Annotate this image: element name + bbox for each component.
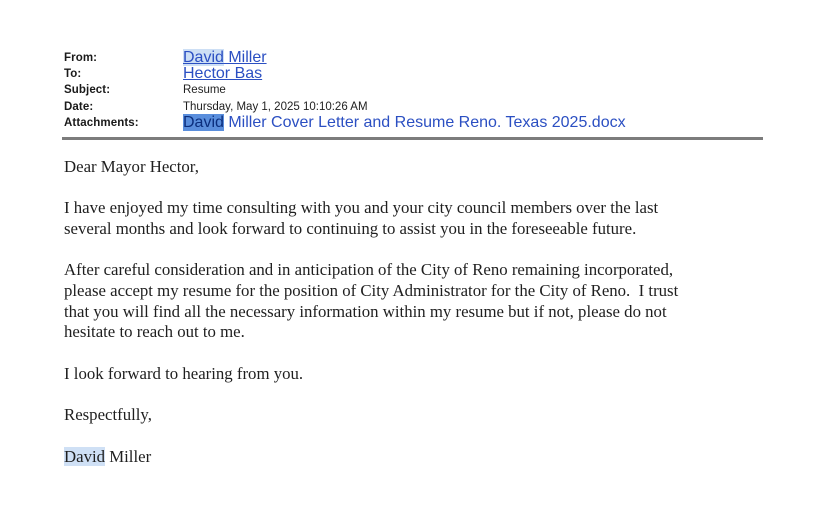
- email-document: [64, 50, 774, 467]
- signature-rest: Miller: [105, 446, 152, 466]
- message-body: [64, 157, 774, 467]
- body-line: hesitate to reach out to me.: [64, 322, 245, 342]
- header-row-from: [64, 50, 774, 66]
- signoff: Respectfully,: [64, 405, 152, 425]
- date-label: Date:: [64, 100, 94, 113]
- body-line: After careful consideration and in anticipation of the City of Reno remaining incorporated,: [64, 260, 674, 280]
- subject-value: Resume: [183, 84, 226, 97]
- to-recipient-link[interactable]: Hector Bas: [183, 65, 263, 83]
- to-label: To:: [64, 68, 82, 81]
- subject-label: Subject:: [64, 84, 111, 97]
- body-line: please accept my resume for the position of City Administrator for the City of Reno. I trust: [64, 281, 679, 301]
- search-highlight-active: David: [183, 113, 224, 131]
- search-highlight: David: [183, 49, 224, 67]
- header-row-to: [64, 66, 774, 82]
- signature-line: [64, 447, 774, 468]
- attachment-filename-rest: Miller Cover Letter and Resume Reno. Texas 2025.docx: [223, 113, 626, 131]
- attachment-link[interactable]: [183, 114, 626, 132]
- from-sender-rest: Miller: [223, 49, 267, 67]
- body-line: several months and look forward to continuing to assist you in the foreseeable future.: [64, 219, 637, 238]
- date-value: Thursday, May 1, 2025 10:10:26 AM: [183, 100, 368, 113]
- search-highlight: David: [64, 446, 106, 466]
- header-body-divider: [62, 137, 763, 140]
- body-line: I have enjoyed my time consulting with you and your city council members over the last: [64, 198, 659, 218]
- body-line: that you will find all the necessary information within my resume but if not, please do not: [64, 301, 667, 321]
- header-row-date: [64, 99, 774, 115]
- header-row-subject: [64, 82, 774, 98]
- from-label: From:: [64, 52, 98, 65]
- blank-line: [64, 426, 774, 447]
- header-row-attachments: [64, 115, 774, 131]
- salutation: Dear Mayor Hector,: [64, 156, 199, 176]
- blank-line: [64, 343, 774, 364]
- blank-line: [64, 385, 774, 406]
- attachments-label: Attachments:: [64, 116, 139, 129]
- blank-line: [64, 240, 774, 261]
- email-header: [64, 50, 774, 131]
- blank-line: [64, 178, 774, 199]
- closing-line: I look forward to hearing from you.: [64, 363, 304, 383]
